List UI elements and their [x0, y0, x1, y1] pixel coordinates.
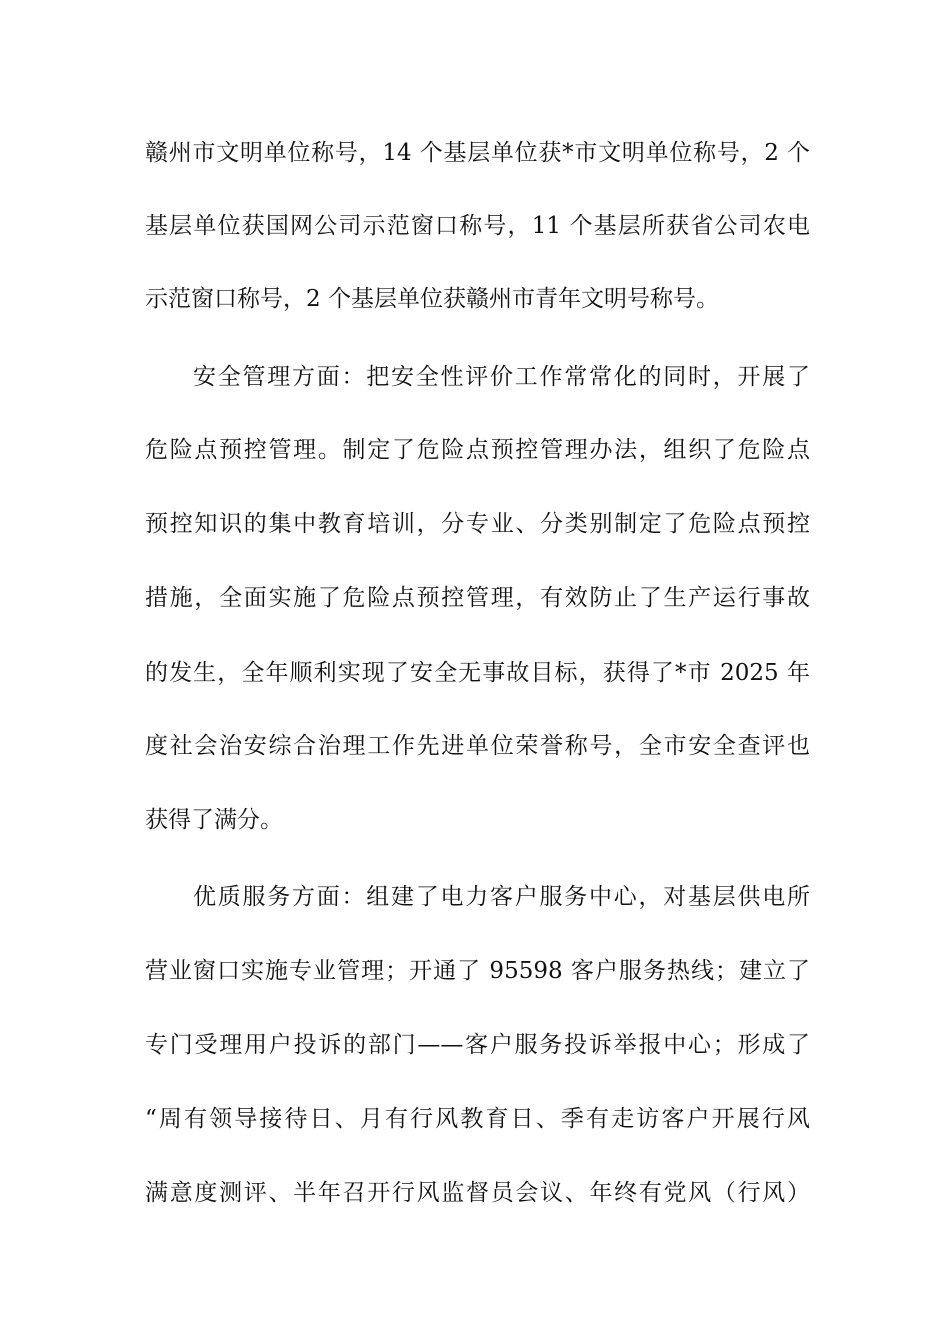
- text-line: 的发生，全年顺利实现了安全无事故目标，获得了*市 2025 年: [145, 660, 810, 686]
- text-line: 专门受理用户投诉的部门——客户服务投诉举报中心；形成了: [145, 1032, 810, 1058]
- text-line: 获得了满分。: [145, 807, 283, 833]
- text-line: 满意度测评、半年召开行风监督员会议、年终有党风（行风）: [145, 1180, 810, 1206]
- text-line: 危险点预控管理。制定了危险点预控管理办法，组织了危险点: [145, 437, 810, 463]
- text-line: 赣州市文明单位称号，14 个基层单位获*市文明单位称号，2 个: [145, 140, 810, 166]
- text-line: 优质服务方面：组建了电力客户服务中心，对基层供电所: [193, 884, 810, 910]
- text-line: 预控知识的集中教育培训，分专业、分类别制定了危险点预控: [145, 511, 810, 537]
- text-line: 示范窗口称号，2 个基层单位获赣州市青年文明号称号。: [145, 286, 719, 312]
- text-line: 基层单位获国网公司示范窗口称号，11 个基层所获省公司农电: [145, 213, 810, 239]
- text-line: 措施，全面实施了危险点预控管理，有效防止了生产运行事故: [145, 585, 810, 611]
- text-line: “周有领导接待日、月有行风教育日、季有走访客户开展行风: [145, 1106, 810, 1132]
- text-line: 安全管理方面：把安全性评价工作常常化的同时，开展了: [193, 364, 810, 390]
- text-line: 度社会治安综合治理工作先进单位荣誉称号，全市安全查评也: [145, 733, 810, 759]
- text-line: 营业窗口实施专业管理；开通了 95598 客户服务热线；建立了: [145, 958, 810, 984]
